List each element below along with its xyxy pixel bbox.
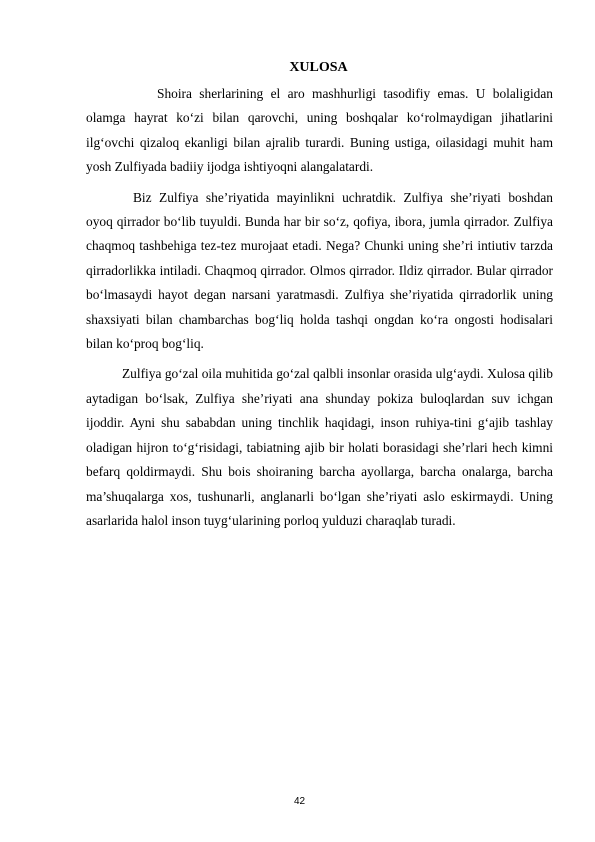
page-title: XULOSA <box>289 60 348 75</box>
paragraph-3: Zulfiya go‘zal oila muhitida go‘zal qalbli insonlar orasida ulg‘aydi. Xulosa qilib aytadigan bo‘lsak, Zulfiya she’riyati ana shunday pokiza buloqlardan suv ichgan ijoddir. Ayni shu sababdan uning tinchlik haqidagi, inson ruhiya-tini g‘ajib tashlay oladigan hijron to‘g‘risidagi, tabiatning ajib bir holati borasidagi she’rlari hech kimni befarq qoldirmaydi. Shu bois shoiraning barcha ayollarga, barcha onalarga, barcha ma’shuqalarga xos, tushunarli, anglanarli bo‘lgan she’riyati aslo eskirmaydi. Uning asarlarida halol inson tuyg‘ularining porloq yulduzi charaqlab turadi. <box>86 366 553 528</box>
paragraph-1: Shoira sherlarining el aro mashhurligi tasodifiy emas. U bolaligidan olamga hayrat ko‘zi bilan qarovchi, uning boshqalar ko‘rolmaydigan jihatlarini ilg‘ovchi qizaloq ekanligi bilan ajralib turardi. Buning ustiga, oilasidagi muhit ham yosh Zulfiyada badiiy ijodga ishtiyoqni alangalatardi. <box>86 86 553 175</box>
paragraph-2: Biz Zulfiya she’riyatida mayinlikni uchratdik. Zulfiya she’riyati boshdan oyoq qirrador bo‘lib tuyuldi. Bunda har bir so‘z, qofiya, ibora, jumla qirrador. Zulfiya chaqmoq tashbehiga tez-tez murojaat etadi. Nega? Chunki uning she’ri intiutiv tarzda qirradorlikka intiladi. Chaqmoq qirrador. Olmos qirrador. Ildiz qirrador. Bular qirrador bo‘lmasaydi hayot degan narsani yaratmasdi. Zulfiya she’riyatida qirradorlik uning shaxsiyati bilan chambarchas bog‘liq holda tashqi ongdan ko‘ra ongosti hodisalari bilan ko‘proq bog‘liq. <box>86 189 553 352</box>
page-number: 42 <box>293 796 306 807</box>
body-text <box>86 82 553 533</box>
